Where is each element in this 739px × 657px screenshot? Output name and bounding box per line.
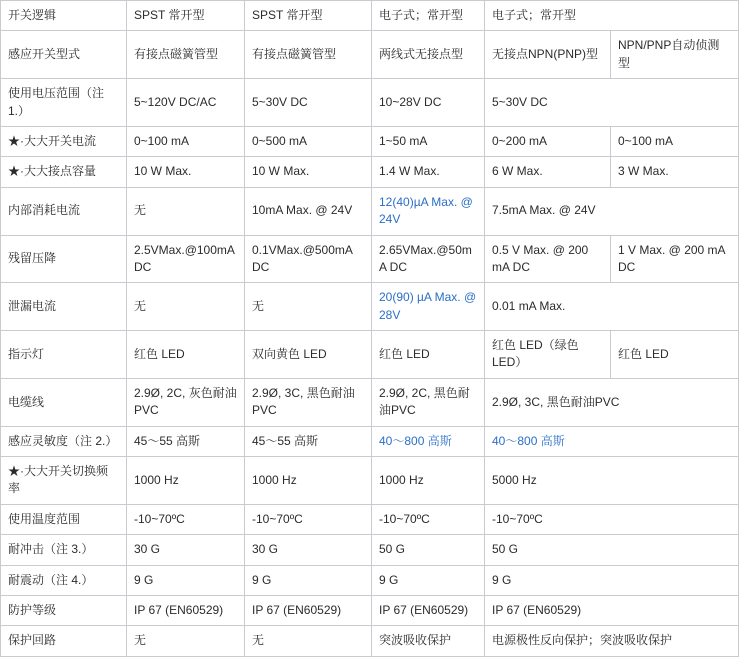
table-cell xyxy=(372,426,485,456)
table-row xyxy=(1,79,739,127)
cell-value: 12(40)µA Max. @ 24V xyxy=(379,194,473,227)
cell-value: 7.5mA Max. @ 24V xyxy=(492,203,596,218)
table-cell xyxy=(372,79,485,127)
table-cell xyxy=(372,157,485,187)
row-label: 指示灯 xyxy=(1,331,127,379)
cell-value: 电子式；常开型 xyxy=(379,8,464,22)
table-cell xyxy=(245,31,372,79)
table-cell xyxy=(245,565,372,595)
row-label: 内部消耗电流 xyxy=(1,187,127,235)
cell-value: 5~120V DC/AC xyxy=(134,94,217,109)
table-cell xyxy=(245,235,372,283)
cell-value: 2.9Ø, 3C, 黑色耐油PVC xyxy=(252,385,355,418)
cell-value: 无 xyxy=(134,633,147,648)
cell-value: 40～800 高斯 xyxy=(379,433,452,448)
cell-value: -10~70ºC xyxy=(134,511,185,526)
cell-value: 1000 Hz xyxy=(252,472,297,487)
cell-value: 0~100 mA xyxy=(134,133,190,148)
table-cell xyxy=(485,79,739,127)
table-cell xyxy=(245,504,372,534)
row-label: ★·大大接点容量 xyxy=(1,157,127,187)
table-cell xyxy=(372,31,485,79)
table-cell xyxy=(245,595,372,625)
cell-value: IP 67 (EN60529) xyxy=(492,602,582,617)
table-cell xyxy=(611,31,739,79)
row-label: 泄漏电流 xyxy=(1,283,127,331)
table-cell xyxy=(372,331,485,379)
cell-value: 5~30V DC xyxy=(252,94,308,109)
cell-value: 电源极性反向保护；突波吸收保护 xyxy=(492,633,673,648)
row-label: 感应开关型式 xyxy=(1,31,127,79)
cell-value: 0.1VMax.@500mA DC xyxy=(252,242,353,274)
table-row xyxy=(1,504,739,534)
cell-value: 3 W Max. xyxy=(618,164,669,179)
table-cell xyxy=(245,1,372,31)
cell-value: 1000 Hz xyxy=(379,472,424,487)
cell-value: 2.5VMax.@100mA DC xyxy=(134,242,235,274)
cell-value: 6 W Max. xyxy=(492,164,543,179)
table-row xyxy=(1,595,739,625)
table-cell xyxy=(372,535,485,565)
table-cell xyxy=(245,283,372,331)
row-label: 防护等级 xyxy=(1,595,127,625)
cell-value: 0~200 mA xyxy=(492,133,548,148)
table-cell xyxy=(127,1,245,31)
cell-value: 9 G xyxy=(379,572,399,587)
table-cell xyxy=(127,79,245,127)
cell-value: 突波吸收保护 xyxy=(379,633,452,648)
table-cell xyxy=(485,283,739,331)
cell-value: IP 67 (EN60529) xyxy=(134,602,224,617)
row-label: 电缆线 xyxy=(1,378,127,426)
table-cell xyxy=(485,331,611,379)
table-cell xyxy=(611,157,739,187)
table-cell xyxy=(127,126,245,156)
cell-value: 红色 LED（绿色 LED） xyxy=(492,338,579,370)
table-cell xyxy=(127,283,245,331)
table-cell xyxy=(372,187,485,235)
row-label: 耐冲击（注 3.） xyxy=(1,535,127,565)
table-cell xyxy=(127,595,245,625)
table-row xyxy=(1,235,739,283)
cell-value: 两线式无接点型 xyxy=(379,47,464,62)
cell-value: 9 G xyxy=(252,572,272,587)
cell-value: IP 67 (EN60529) xyxy=(252,602,342,617)
table-cell xyxy=(372,565,485,595)
cell-value: 2.9Ø, 2C, 灰色耐油PVC xyxy=(134,385,237,418)
table-cell xyxy=(372,235,485,283)
row-label: 保护回路 xyxy=(1,626,127,656)
table-cell xyxy=(372,457,485,505)
table-row xyxy=(1,283,739,331)
cell-value: 50 G xyxy=(379,542,406,557)
cell-value: SPST 常开型 xyxy=(252,8,323,22)
cell-value: 0~500 mA xyxy=(252,133,308,148)
cell-value: 2.9Ø, 2C, 黑色耐油PVC xyxy=(379,385,470,418)
row-label: 使用电压范围（注 1.） xyxy=(1,79,127,127)
table-cell xyxy=(127,187,245,235)
table-row xyxy=(1,457,739,505)
table-row xyxy=(1,378,739,426)
cell-value: 10mA Max. @ 24V xyxy=(252,203,353,218)
cell-value: 2.9Ø, 3C, 黑色耐油PVC xyxy=(492,394,620,409)
table-cell xyxy=(372,595,485,625)
cell-value: 双向黄色 LED xyxy=(252,346,327,361)
cell-value: 1000 Hz xyxy=(134,472,179,487)
table-cell xyxy=(127,378,245,426)
row-label: 开关逻辑 xyxy=(1,1,127,31)
table-cell xyxy=(245,331,372,379)
table-cell xyxy=(245,126,372,156)
table-row xyxy=(1,187,739,235)
table-cell xyxy=(485,1,739,31)
table-row xyxy=(1,1,739,31)
table-cell xyxy=(245,426,372,456)
table-cell xyxy=(245,157,372,187)
cell-value: 无 xyxy=(134,203,147,218)
table-cell xyxy=(485,426,739,456)
cell-value: 有接点磁簧管型 xyxy=(134,47,219,62)
table-cell xyxy=(245,626,372,656)
cell-value: 无 xyxy=(252,633,265,648)
cell-value: 无 xyxy=(134,298,147,313)
table-cell xyxy=(127,504,245,534)
cell-value: -10~70ºC xyxy=(492,511,543,526)
cell-value: 40～800 高斯 xyxy=(492,433,565,448)
table-cell xyxy=(485,157,611,187)
table-cell xyxy=(611,331,739,379)
row-label: 使用温度范围 xyxy=(1,504,127,534)
table-cell xyxy=(372,504,485,534)
cell-value: -10~70ºC xyxy=(379,511,430,526)
cell-value: 5~30V DC xyxy=(492,94,548,109)
cell-value: 10~28V DC xyxy=(379,94,442,109)
table-cell xyxy=(485,626,739,656)
table-cell xyxy=(127,535,245,565)
cell-value: 20(90) µA Max. @ 28V xyxy=(379,290,477,322)
table-cell xyxy=(372,126,485,156)
cell-value: 红色 LED xyxy=(379,346,430,361)
row-label: ★·大大开关切换频率 xyxy=(1,457,127,505)
table-cell xyxy=(245,187,372,235)
table-cell xyxy=(485,187,739,235)
row-label: 残留压降 xyxy=(1,235,127,283)
table-cell xyxy=(245,378,372,426)
cell-value: 电子式；常开型 xyxy=(492,8,577,22)
table-row xyxy=(1,565,739,595)
cell-value: 无接点NPN(PNP)型 xyxy=(492,47,599,62)
table-cell xyxy=(245,535,372,565)
table-cell xyxy=(245,457,372,505)
cell-value: 30 G xyxy=(134,542,161,557)
cell-value: IP 67 (EN60529) xyxy=(379,602,469,617)
table-cell xyxy=(485,126,611,156)
table-cell xyxy=(611,126,739,156)
cell-value: 有接点磁簧管型 xyxy=(252,47,337,62)
table-cell xyxy=(485,235,611,283)
cell-value: NPN/PNP自动侦测型 xyxy=(618,38,720,70)
table-cell xyxy=(485,378,739,426)
table-cell xyxy=(127,235,245,283)
table-row xyxy=(1,331,739,379)
cell-value: 30 G xyxy=(252,542,279,557)
cell-value: 9 G xyxy=(492,572,512,587)
table-row xyxy=(1,157,739,187)
cell-value: 1 V Max. @ 200 mA DC xyxy=(618,242,725,274)
table-cell xyxy=(372,626,485,656)
specification-table-body xyxy=(1,1,739,657)
table-cell xyxy=(127,457,245,505)
table-cell xyxy=(127,565,245,595)
table-cell xyxy=(485,504,739,534)
cell-value: 0.01 mA Max. xyxy=(492,298,566,313)
table-row xyxy=(1,535,739,565)
table-cell xyxy=(127,157,245,187)
cell-value: 0~100 mA xyxy=(618,133,674,148)
cell-value: 45～55 高斯 xyxy=(252,433,319,448)
table-cell xyxy=(372,283,485,331)
table-cell xyxy=(485,457,739,505)
cell-value: -10~70ºC xyxy=(252,511,303,526)
cell-value: 红色 LED xyxy=(618,346,669,361)
table-cell xyxy=(127,331,245,379)
cell-value: 10 W Max. xyxy=(134,164,192,179)
table-cell xyxy=(245,79,372,127)
table-cell xyxy=(485,565,739,595)
table-cell xyxy=(372,378,485,426)
cell-value: 45～55 高斯 xyxy=(134,433,201,448)
table-row xyxy=(1,126,739,156)
cell-value: 无 xyxy=(252,298,265,313)
cell-value: SPST 常开型 xyxy=(134,8,205,22)
row-label: 感应灵敏度（注 2.） xyxy=(1,426,127,456)
cell-value: 50 G xyxy=(492,542,519,557)
table-cell xyxy=(485,595,739,625)
cell-value: 0.5 V Max. @ 200 mA DC xyxy=(492,242,589,274)
table-row xyxy=(1,426,739,456)
table-row xyxy=(1,31,739,79)
cell-value: 9 G xyxy=(134,572,154,587)
cell-value: 红色 LED xyxy=(134,346,185,361)
row-label: ★·大大开关电流 xyxy=(1,126,127,156)
cell-value: 1~50 mA xyxy=(379,133,428,148)
table-cell xyxy=(127,626,245,656)
cell-value: 2.65VMax.@50mA DC xyxy=(379,242,472,274)
table-cell xyxy=(485,535,739,565)
cell-value: 5000 Hz xyxy=(492,472,537,487)
table-cell xyxy=(127,31,245,79)
cell-value: 10 W Max. xyxy=(252,164,310,179)
table-row xyxy=(1,626,739,656)
table-cell xyxy=(611,235,739,283)
table-cell xyxy=(485,31,611,79)
table-cell xyxy=(372,1,485,31)
table-cell xyxy=(127,426,245,456)
cell-value: 1.4 W Max. xyxy=(379,164,440,179)
row-label: 耐震动（注 4.） xyxy=(1,565,127,595)
